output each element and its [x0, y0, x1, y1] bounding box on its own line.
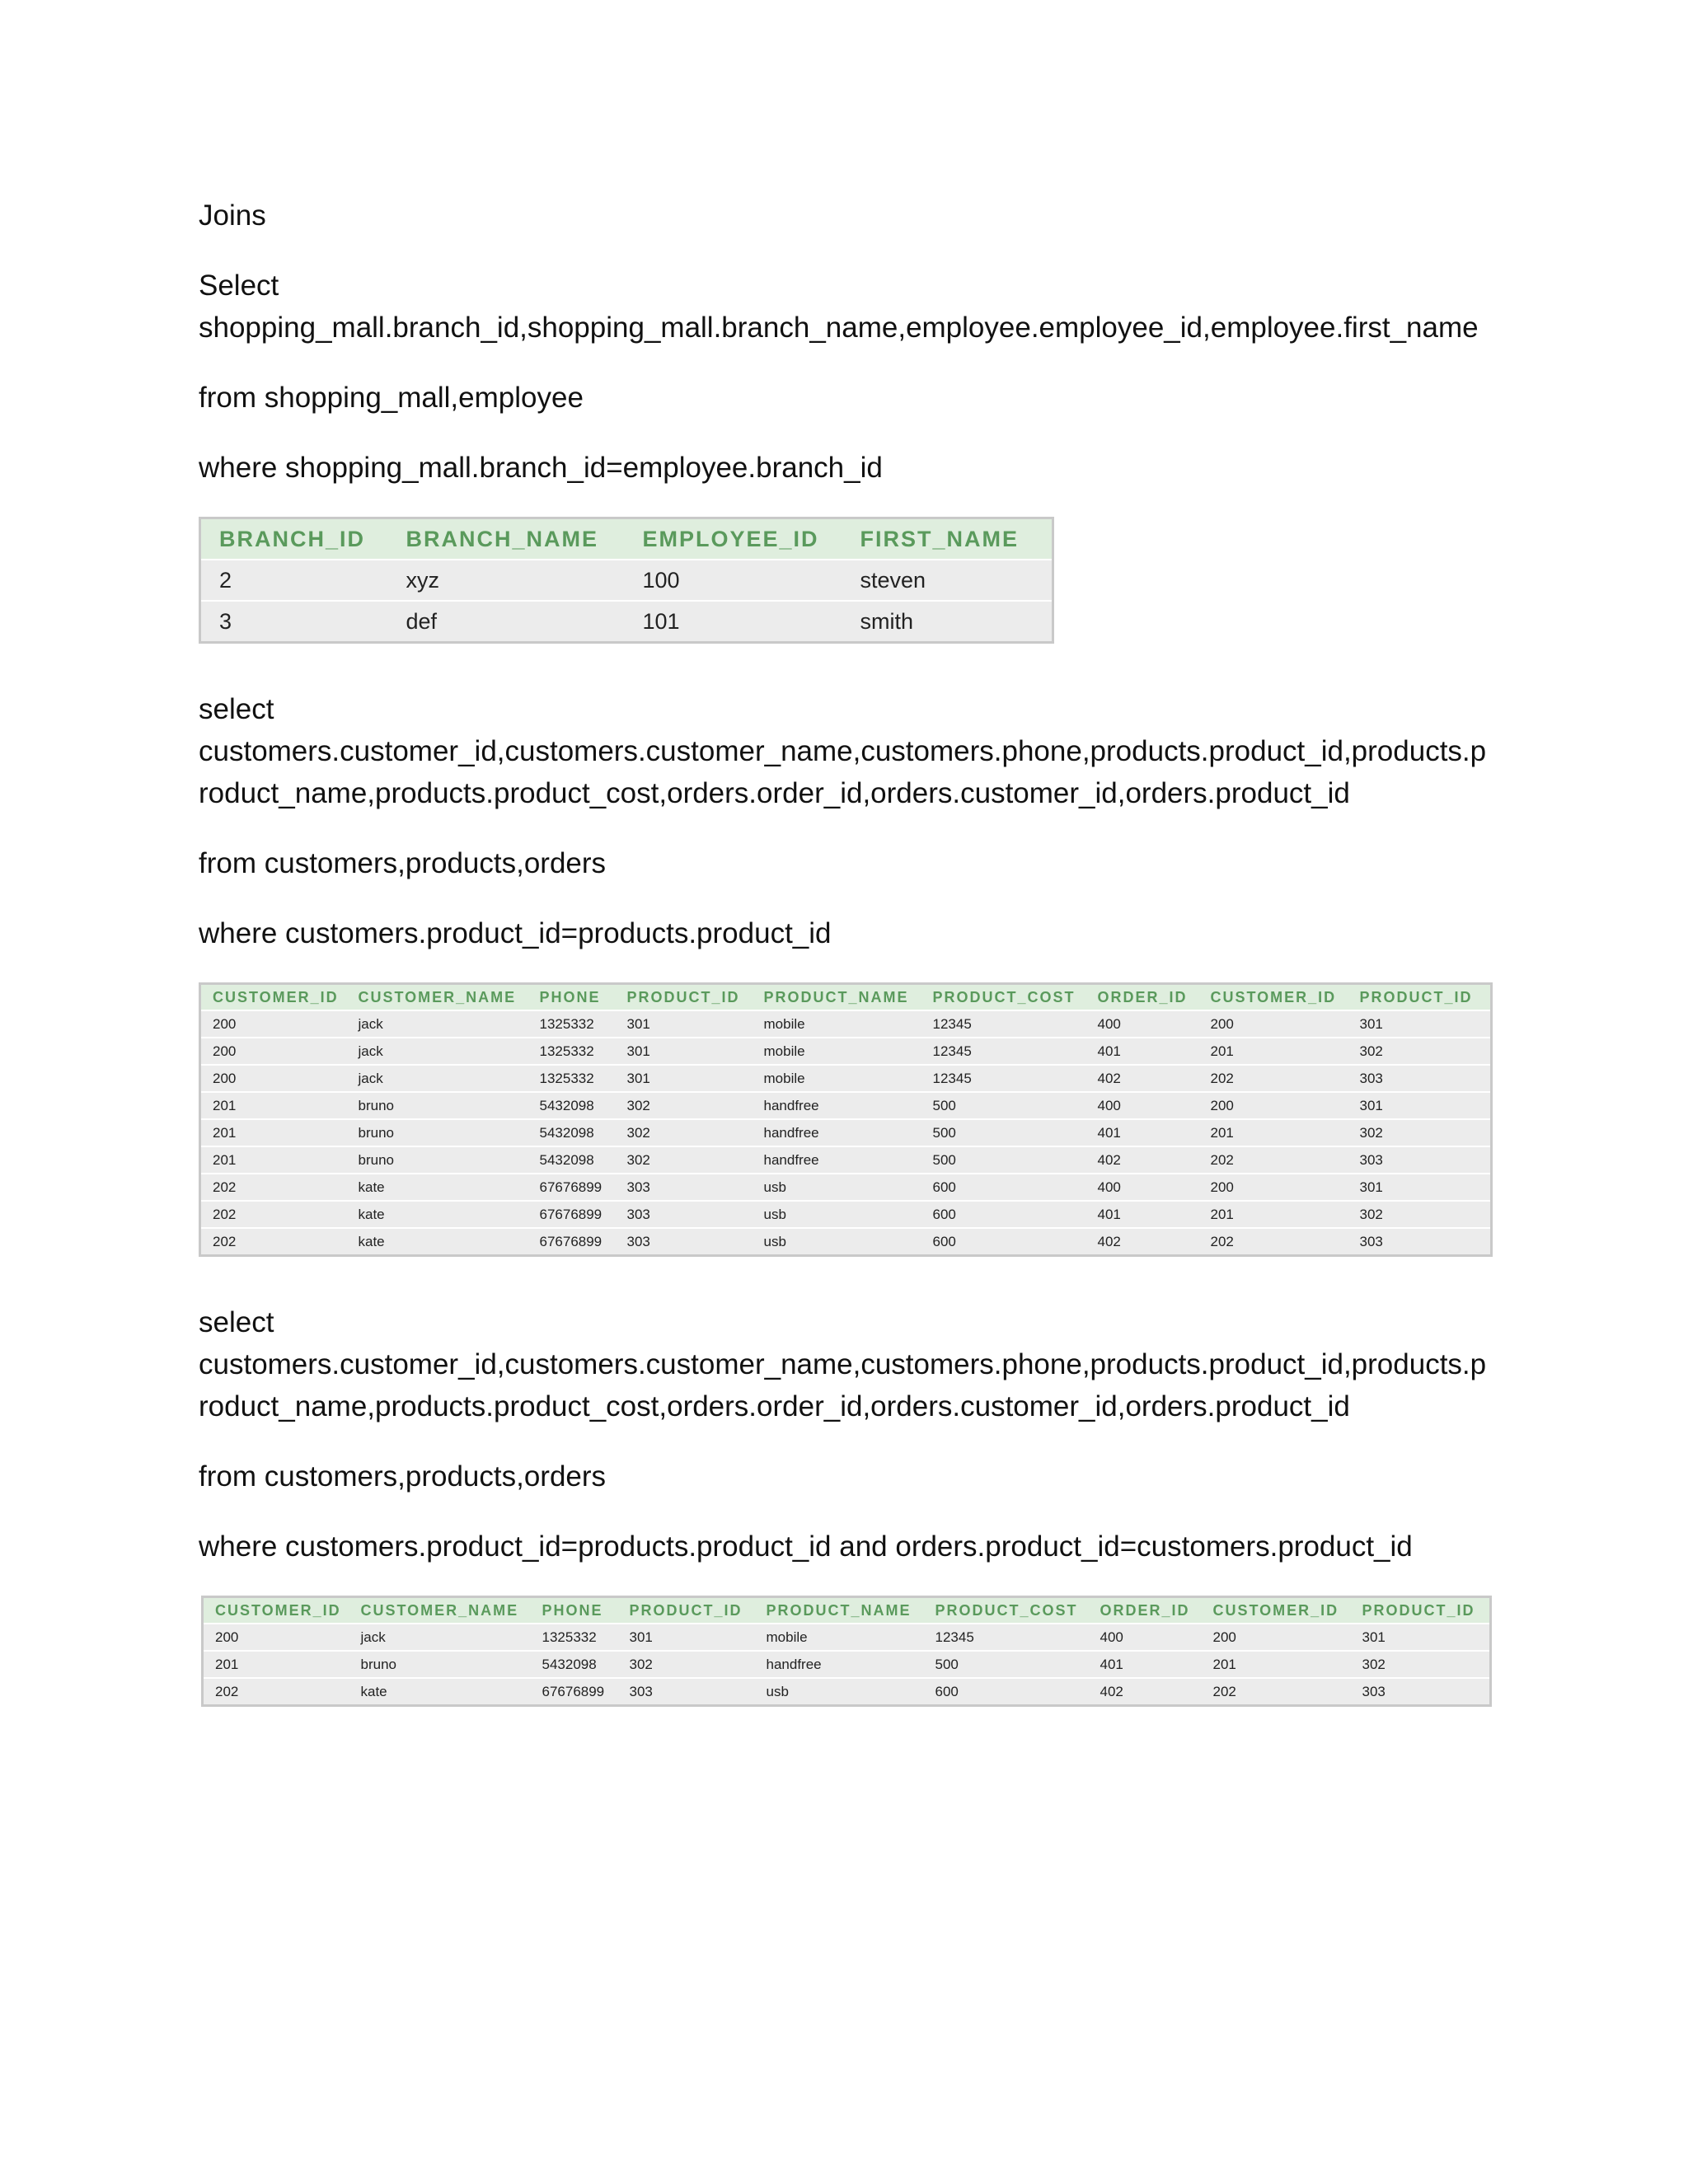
result-table-filtered-join — [201, 1596, 1492, 1707]
result-table-branch-employee — [199, 517, 1054, 644]
table-cell: 302 — [1348, 1201, 1492, 1228]
table-cell: handfree — [755, 1651, 924, 1678]
table-cell: 302 — [1351, 1651, 1491, 1678]
table-cell: 302 — [1348, 1119, 1492, 1146]
table-row — [200, 1010, 1492, 1038]
table-row — [203, 1678, 1491, 1706]
table-cell: steven — [842, 560, 1053, 601]
table-cell: 303 — [618, 1678, 755, 1706]
table-cell: 101 — [625, 601, 842, 643]
query2-select — [199, 688, 1493, 814]
table-cell: 302 — [616, 1092, 753, 1119]
query2-select-columns: customers.customer_id,customers.customer_name,customers.phone,products.product_id,products.product_name,products.product_cost,orders.order_id,orders.customer_id,orders.product_id — [199, 735, 1487, 809]
table-row — [203, 1624, 1491, 1651]
table-cell: 200 — [1199, 1010, 1348, 1038]
table-cell: 301 — [1348, 1174, 1492, 1201]
table-cell: 303 — [1348, 1146, 1492, 1174]
table-cell: 303 — [616, 1174, 753, 1201]
table-cell: 301 — [1351, 1624, 1491, 1651]
table-cell: bruno — [347, 1119, 528, 1146]
table-cell: usb — [753, 1174, 921, 1201]
column-header: PRODUCT_ID — [1348, 984, 1492, 1011]
table-cell: 202 — [1199, 1065, 1348, 1092]
table-cell: 12345 — [921, 1065, 1086, 1092]
table-cell: kate — [347, 1201, 528, 1228]
table-cell: 301 — [1348, 1010, 1492, 1038]
column-header: CUSTOMER_ID — [1202, 1597, 1351, 1624]
column-header: CUSTOMER_NAME — [347, 984, 528, 1011]
table-cell: 401 — [1086, 1201, 1199, 1228]
table-row — [200, 1065, 1492, 1092]
table-cell: 201 — [1202, 1651, 1351, 1678]
table-cell: 303 — [616, 1201, 753, 1228]
table-cell: mobile — [753, 1038, 921, 1065]
table-cell: 303 — [1348, 1228, 1492, 1256]
table-row — [200, 560, 1053, 601]
table-cell: 402 — [1086, 1065, 1199, 1092]
column-header: BRANCH_NAME — [388, 518, 625, 560]
table-cell: 401 — [1089, 1651, 1202, 1678]
table-cell: 5432098 — [528, 1119, 616, 1146]
table-row — [200, 1119, 1492, 1146]
column-header: PRODUCT_ID — [618, 1597, 755, 1624]
table-row — [200, 1201, 1492, 1228]
table-cell: 301 — [616, 1065, 753, 1092]
column-header: ORDER_ID — [1086, 984, 1199, 1011]
column-header: PRODUCT_COST — [924, 1597, 1089, 1624]
table-cell: 202 — [1202, 1678, 1351, 1706]
table-cell: jack — [349, 1624, 531, 1651]
table-cell: kate — [347, 1174, 528, 1201]
column-header: CUSTOMER_ID — [203, 1597, 349, 1624]
result-table-cross-join — [199, 982, 1493, 1257]
query3-from: from customers,products,orders — [199, 1460, 607, 1493]
table-cell: 2 — [200, 560, 388, 601]
table-cell: 5432098 — [528, 1146, 616, 1174]
table-cell: 200 — [1199, 1092, 1348, 1119]
table-cell: 301 — [1348, 1092, 1492, 1119]
column-header: PHONE — [528, 984, 616, 1011]
table-row — [200, 1038, 1492, 1065]
table-cell: bruno — [347, 1092, 528, 1119]
table-cell: 12345 — [921, 1010, 1086, 1038]
column-header: PRODUCT_ID — [1351, 1597, 1491, 1624]
query2-select-keyword: select — [199, 693, 274, 725]
table-cell: mobile — [755, 1624, 924, 1651]
table-cell: 200 — [200, 1065, 347, 1092]
table-cell: 402 — [1089, 1678, 1202, 1706]
table-row — [200, 601, 1053, 643]
table-cell: 100 — [625, 560, 842, 601]
table-cell: 200 — [200, 1038, 347, 1065]
table-cell: 201 — [1199, 1201, 1348, 1228]
table-cell: 401 — [1086, 1119, 1199, 1146]
document-content — [199, 194, 1493, 1707]
query1-select-keyword: Select — [199, 269, 279, 302]
table-row — [200, 1146, 1492, 1174]
query1-select — [199, 265, 1493, 349]
table-cell: 67676899 — [528, 1174, 616, 1201]
column-header: ORDER_ID — [1089, 1597, 1202, 1624]
table-cell: 201 — [1199, 1119, 1348, 1146]
table-cell: 201 — [200, 1146, 347, 1174]
table-cell: kate — [349, 1678, 531, 1706]
table-cell: 600 — [921, 1201, 1086, 1228]
table-cell: 202 — [200, 1201, 347, 1228]
table-cell: 201 — [200, 1119, 347, 1146]
table-cell: 301 — [616, 1010, 753, 1038]
table-cell: 67676899 — [531, 1678, 618, 1706]
query3-select-columns: customers.customer_id,customers.customer_name,customers.phone,products.product_id,products.product_name,products.product_cost,orders.order_id,orders.customer_id,orders.product_id — [199, 1348, 1487, 1422]
table-cell: 201 — [1199, 1038, 1348, 1065]
table-cell: bruno — [349, 1651, 531, 1678]
table-cell: 67676899 — [528, 1201, 616, 1228]
table-cell: 202 — [200, 1228, 347, 1256]
table-cell: 400 — [1086, 1010, 1199, 1038]
table-cell: 500 — [921, 1119, 1086, 1146]
table-cell: bruno — [347, 1146, 528, 1174]
table-cell: 202 — [1199, 1146, 1348, 1174]
table-cell: 12345 — [924, 1624, 1089, 1651]
table-row — [200, 1174, 1492, 1201]
column-header: PRODUCT_NAME — [753, 984, 921, 1011]
table-cell: 67676899 — [528, 1228, 616, 1256]
table-cell: 402 — [1086, 1228, 1199, 1256]
table-cell: 400 — [1086, 1092, 1199, 1119]
column-header: CUSTOMER_ID — [1199, 984, 1348, 1011]
table-cell: usb — [753, 1201, 921, 1228]
table-cell: 3 — [200, 601, 388, 643]
column-header: CUSTOMER_ID — [200, 984, 347, 1011]
table-cell: usb — [755, 1678, 924, 1706]
table-cell: 5432098 — [531, 1651, 618, 1678]
query3-select — [199, 1301, 1493, 1427]
table-header-row — [203, 1597, 1491, 1624]
table-cell: 202 — [203, 1678, 349, 1706]
table-cell: 400 — [1089, 1624, 1202, 1651]
table-cell: 201 — [200, 1092, 347, 1119]
query3-where: where customers.product_id=products.product_id and orders.product_id=customers.product_id — [199, 1530, 1413, 1563]
table-cell: def — [388, 601, 625, 643]
table-cell: 202 — [1199, 1228, 1348, 1256]
table-cell: 1325332 — [528, 1010, 616, 1038]
table-cell: 200 — [1199, 1174, 1348, 1201]
table-cell: jack — [347, 1010, 528, 1038]
column-header: BRANCH_ID — [200, 518, 388, 560]
column-header: PHONE — [531, 1597, 618, 1624]
table-header-row — [200, 518, 1053, 560]
query2-where: where customers.product_id=products.product_id — [199, 917, 832, 949]
table-cell: 1325332 — [531, 1624, 618, 1651]
table-cell: 600 — [921, 1228, 1086, 1256]
table-cell: 500 — [924, 1651, 1089, 1678]
table-row — [200, 1092, 1492, 1119]
table-cell: xyz — [388, 560, 625, 601]
table-cell: 1325332 — [528, 1065, 616, 1092]
table-cell: 500 — [921, 1146, 1086, 1174]
query3-select-keyword: select — [199, 1306, 274, 1338]
query1-where: where shopping_mall.branch_id=employee.branch_id — [199, 452, 883, 484]
table-cell: 402 — [1086, 1146, 1199, 1174]
column-header: PRODUCT_ID — [616, 984, 753, 1011]
query2-from: from customers,products,orders — [199, 847, 607, 879]
column-header: CUSTOMER_NAME — [349, 1597, 531, 1624]
table-row — [203, 1651, 1491, 1678]
table-cell: handfree — [753, 1092, 921, 1119]
table-cell: 200 — [203, 1624, 349, 1651]
query1-select-columns: shopping_mall.branch_id,shopping_mall.branch_name,employee.employee_id,employee.first_name — [199, 312, 1479, 344]
table-cell: handfree — [753, 1119, 921, 1146]
table-cell: 500 — [921, 1092, 1086, 1119]
table-cell: jack — [347, 1065, 528, 1092]
table-row — [200, 1228, 1492, 1256]
table-cell: 200 — [200, 1010, 347, 1038]
column-header: FIRST_NAME — [842, 518, 1053, 560]
table-cell: 302 — [616, 1119, 753, 1146]
table-cell: 600 — [924, 1678, 1089, 1706]
table-cell: 600 — [921, 1174, 1086, 1201]
table-cell: 201 — [203, 1651, 349, 1678]
page-heading: Joins — [199, 199, 266, 232]
table-cell: 301 — [618, 1624, 755, 1651]
column-header: PRODUCT_NAME — [755, 1597, 924, 1624]
table-cell: 303 — [1348, 1065, 1492, 1092]
table-cell: 401 — [1086, 1038, 1199, 1065]
query1-from: from shopping_mall,employee — [199, 382, 584, 414]
table-cell: 12345 — [921, 1038, 1086, 1065]
table-cell: 303 — [1351, 1678, 1491, 1706]
table-header-row — [200, 984, 1492, 1011]
table-cell: 301 — [616, 1038, 753, 1065]
table-cell: 202 — [200, 1174, 347, 1201]
table-cell: 400 — [1086, 1174, 1199, 1201]
table-cell: 200 — [1202, 1624, 1351, 1651]
table-cell: 302 — [1348, 1038, 1492, 1065]
table-cell: mobile — [753, 1010, 921, 1038]
table-cell: 1325332 — [528, 1038, 616, 1065]
table-cell: usb — [753, 1228, 921, 1256]
table-cell: jack — [347, 1038, 528, 1065]
table-cell: kate — [347, 1228, 528, 1256]
table-cell: 303 — [616, 1228, 753, 1256]
column-header: PRODUCT_COST — [921, 984, 1086, 1011]
column-header: EMPLOYEE_ID — [625, 518, 842, 560]
table-cell: handfree — [753, 1146, 921, 1174]
table-cell: 5432098 — [528, 1092, 616, 1119]
table-cell: 302 — [616, 1146, 753, 1174]
table-cell: smith — [842, 601, 1053, 643]
table-cell: 302 — [618, 1651, 755, 1678]
table-cell: mobile — [753, 1065, 921, 1092]
